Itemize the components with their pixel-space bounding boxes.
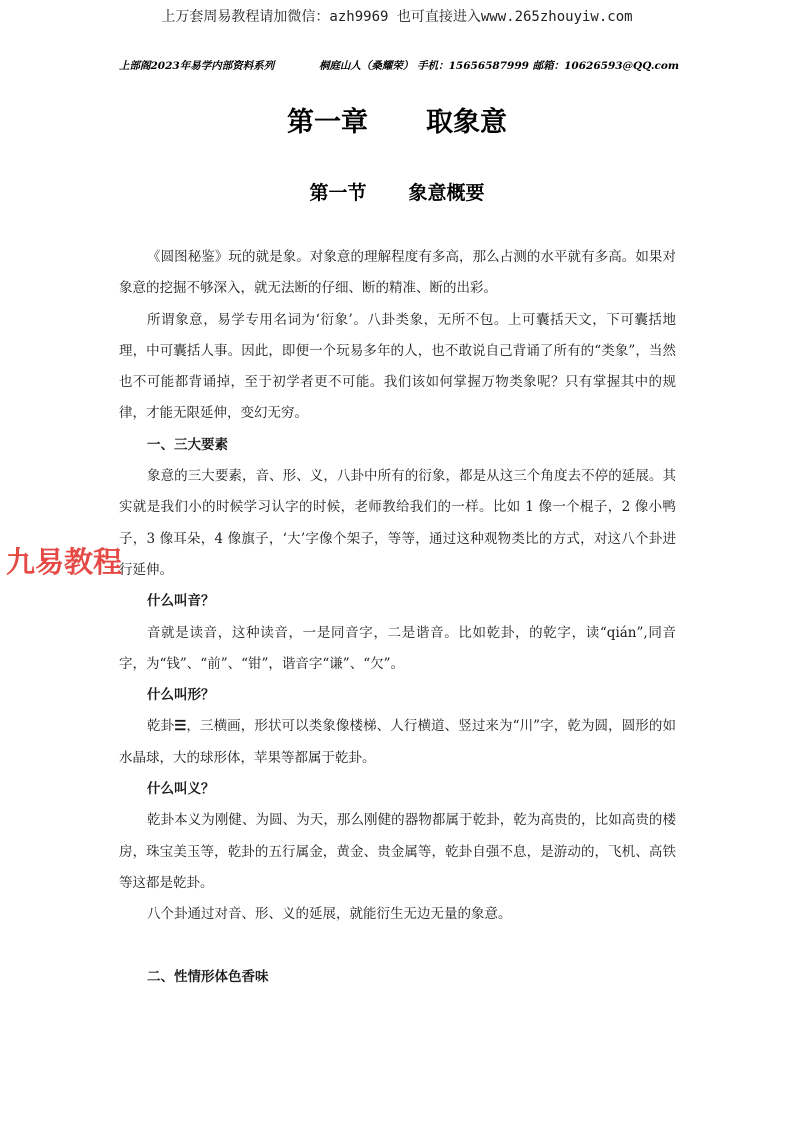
chapter-name: 取象意 [426, 107, 507, 138]
section-title [0, 178, 794, 205]
chapter-number: 第一章 [287, 107, 368, 138]
qian-label: 乾卦 [147, 718, 175, 735]
paragraph-meaning: 乾卦本义为刚健、为圆、为天，那么刚健的器物都属于乾卦，乾为高贵的，比如高贵的楼房，珠宝美玉等，乾卦的五行属金，黄金、贵金属等，乾卦自强不息，是游动的，飞机、高铁等这都是乾卦。 [119, 812, 676, 891]
qian-trigram-icon: ☰ [174, 718, 187, 735]
paragraph-shape [119, 711, 676, 774]
paragraph-sound: 音就是读音，这种读音，一是同音字，二是谐音。比如乾卦，的乾字，读“qián”,同音字，为“钱”、“前”、“钳”，谐音字“谦”、“欠”。 [119, 624, 676, 672]
paragraph-summary: 八个卦通过对音、形、义的延展，就能衍生无边无量的象意。 [147, 906, 512, 923]
running-header [119, 58, 679, 73]
heading-nature-form: 二、性情形体色香味 [147, 968, 269, 985]
shape-text: ，三横画，形状可以类象像楼梯、人行横道、竖过来为“川”字，乾为圆，圆形的如水晶球，大的球形体，苹果等都属于乾卦。 [119, 718, 676, 766]
spacer [119, 931, 676, 962]
section-number: 第一节 [309, 182, 367, 204]
paragraph-definition: 所谓象意，易学专用名词为‘衍象’。八卦类象，无所不包。上可囊括天文，下可囊括地理，中可囊括人事。因此，即便一个玩易多年的人，也不敢说自己背诵了所有的“类象”，当然也不可能都背诵掉，至于初学者更不可能。我们该如何掌握万物类象呢？只有掌握其中的规律，才能无限延伸，变幻无穷。 [119, 311, 676, 422]
chapter-title [0, 100, 794, 139]
header-author-contact: 桐庭山人（桑耀荣） 手机：15656587999 邮箱：10626593@QQ.com [318, 60, 679, 72]
question-sound: 什么叫音？ [147, 593, 215, 610]
question-meaning: 什么叫义？ [147, 781, 215, 798]
paragraph-intro: 《圆图秘鉴》玩的就是象。对象意的理解程度有多高，那么占测的水平就有多高。如果对象意的挖掘不够深入，就无法断的仔细、断的精准、断的出彩。 [119, 249, 676, 297]
body-text [119, 242, 676, 993]
top-banner: 上万套周易教程请加微信：azh9969 也可直接进入www.265zhouyiw.com [161, 9, 633, 25]
section-name: 象意概要 [408, 182, 485, 204]
heading-three-elements: 一、三大要素 [147, 436, 228, 453]
paragraph-three-elements: 象意的三大要素，音、形、义，八卦中所有的衍象，都是从这三个角度去不停的延展。其实就是我们小的时候学习认字的时候，老师教给我们的一样。比如 1 像一个棍子，2 像小鸭子，3 像耳朵，4 像旗子，‘大’字像个架子，等等，通过这种观物类比的方式，对这八个卦进行延伸。 [119, 468, 676, 578]
watermark-logo: 九易教程 [6, 545, 123, 579]
header-series: 上部阁2023年易学内部资料系列 [119, 60, 275, 72]
question-shape: 什么叫形？ [147, 687, 215, 704]
